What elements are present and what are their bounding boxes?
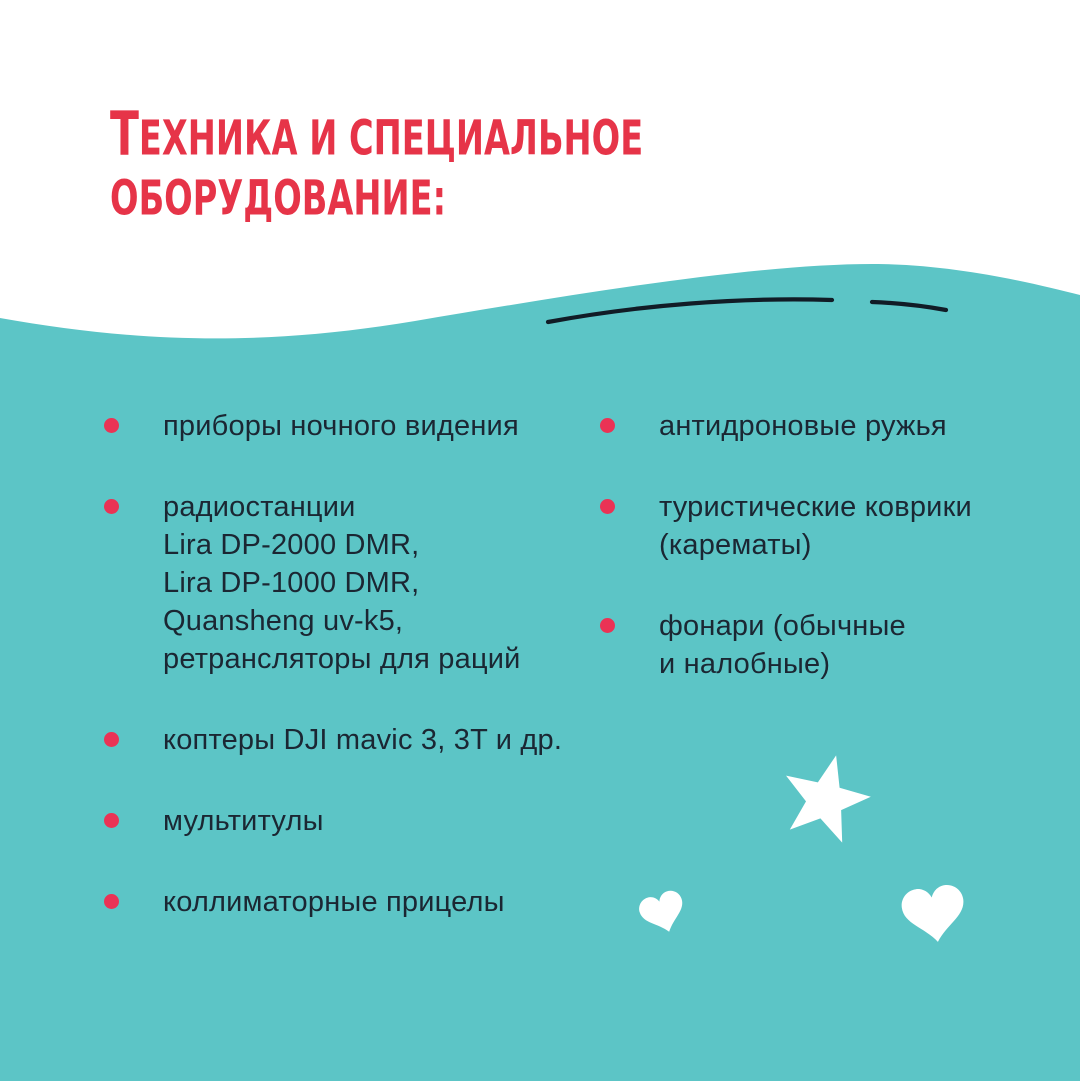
bullet-icon [600,418,615,433]
list-item-text: радиостанции [163,491,356,523]
bullet-icon [104,418,119,433]
list-item [104,407,574,445]
list-item-text: коптеры DJI mavic 3, 3T и др. [163,724,563,756]
bullet-icon [104,499,119,514]
list-item [600,607,1030,683]
list-item-text: приборы ночного видения [163,410,519,442]
bullet-icon [104,732,119,747]
list-item-text: ретрансляторы для раций [163,643,521,675]
page-title-line-1: ТЕХНИКА И СПЕЦИАЛЬНОЕ [110,99,644,170]
list-item-text: Lira DP-1000 DMR, [163,567,420,599]
list-item-text: фонари (обычные [659,610,906,642]
bullet-icon [600,618,615,633]
list-item-text: коллиматорные прицелы [163,886,505,918]
list-item [104,883,574,921]
list-item [600,407,1030,445]
heart-icon-small [641,893,685,934]
list-item-text: (карематы) [659,529,812,561]
heart-icon-large [903,886,965,944]
bullet-icon [600,499,615,514]
list-item [104,802,574,840]
equipment-list-left [104,407,574,964]
bullet-icon [104,894,119,909]
list-item [600,488,1030,564]
list-item-text: антидроновые ружья [659,410,947,442]
page-title-line-2: ОБОРУДОВАНИЕ: [110,169,446,226]
list-item [104,488,574,678]
list-item-text: мультитулы [163,805,324,837]
star-icon [775,750,875,850]
equipment-list-right [600,407,1030,726]
list-item-text: Quansheng uv-k5, [163,605,404,637]
bullet-icon [104,813,119,828]
list-item-text: Lira DP-2000 DMR, [163,529,420,561]
list-item [104,721,574,759]
list-item-text: туристические коврики [659,491,972,523]
list-item-text: и налобные) [659,648,831,680]
